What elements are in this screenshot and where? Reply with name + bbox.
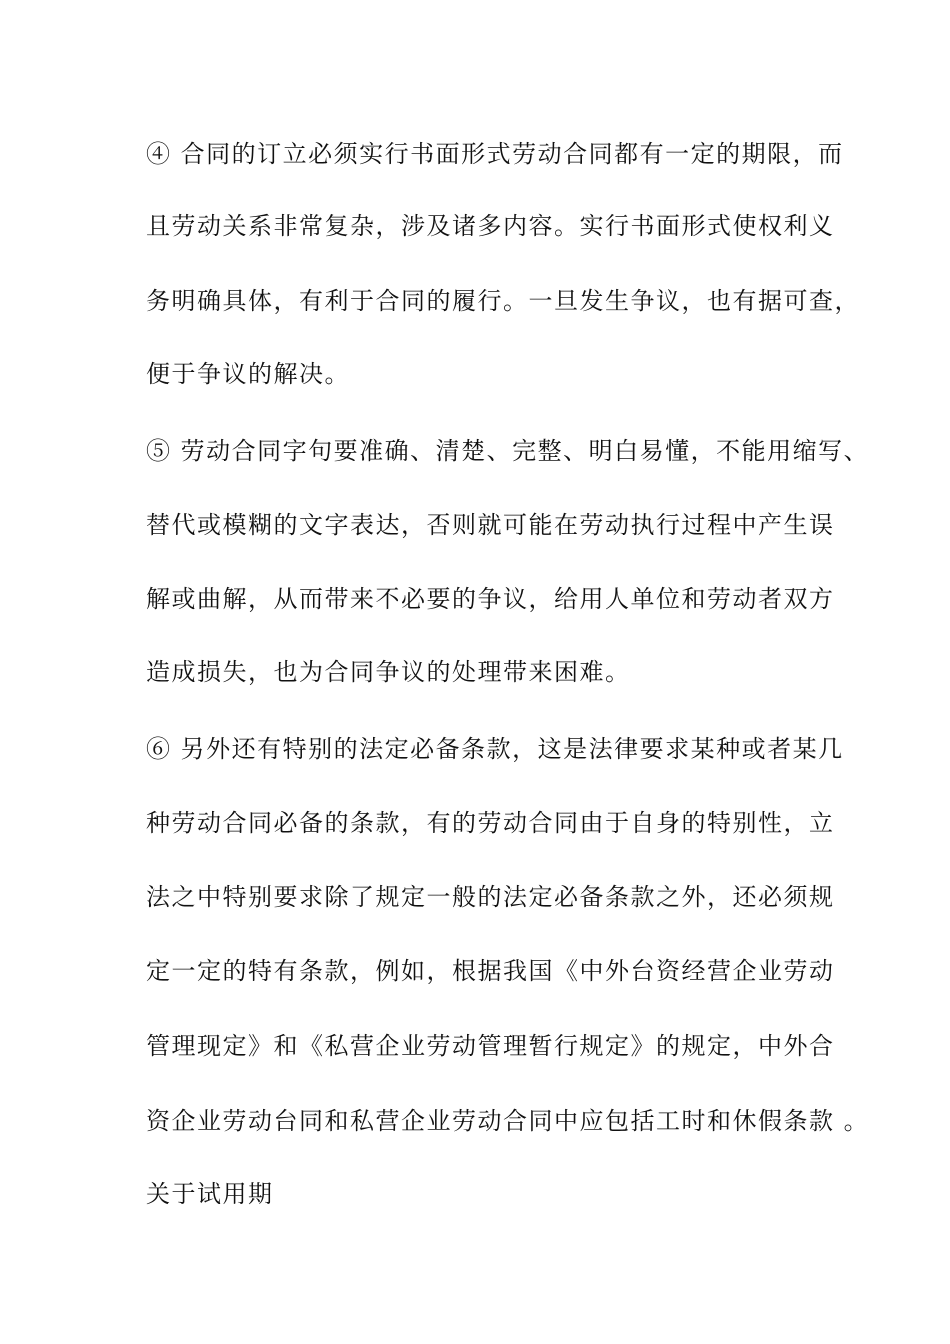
text-line: 且劳动关系非常复杂，涉及诸多内容。实行书面形式使权利义 [146, 212, 835, 240]
text-line: 定一定的特有条款，例如，根据我国《中外台资经营企业劳动 [146, 957, 835, 985]
text-line: 解或曲解，从而带来不必要的争议，给用人单位和劳动者双方 [146, 585, 835, 613]
text-line: 便于争议的解决。 [146, 360, 350, 388]
text-line: 法之中特别要求除了规定一般的法定必备条款之外，还必须规 [146, 883, 835, 911]
text-line: 资企业劳动台同和私营企业劳动合同中应包括工时和休假条款 。 [146, 1107, 870, 1135]
text-line: 种劳动合同必备的条款，有的劳动合同由于自身的特别性，立 [146, 809, 835, 837]
text-line: 务明确具体，有利于合同的履行。一旦发生争议，也有据可查， [146, 287, 860, 315]
text-line: ⑥ 另外还有特别的法定必备条款，这是法律要求某种或者某几 [146, 735, 844, 763]
text-line: ④ 合同的订立必须实行书面形式劳动合同都有一定的期限，而 [146, 140, 844, 168]
text-line: ⑤ 劳动合同字句要准确、清楚、完整、明白易懂，不能用缩写、 [146, 437, 870, 465]
text-line: 造成损失，也为合同争议的处理带来困难。 [146, 658, 631, 686]
section-heading: 关于试用期 [146, 1180, 274, 1208]
text-line: 管理现定》和《私营企业劳动管理暂行规定》的规定，中外合 [146, 1032, 835, 1060]
text-line: 替代或模糊的文字表达，否则就可能在劳动执行过程中产生误 [146, 511, 835, 539]
